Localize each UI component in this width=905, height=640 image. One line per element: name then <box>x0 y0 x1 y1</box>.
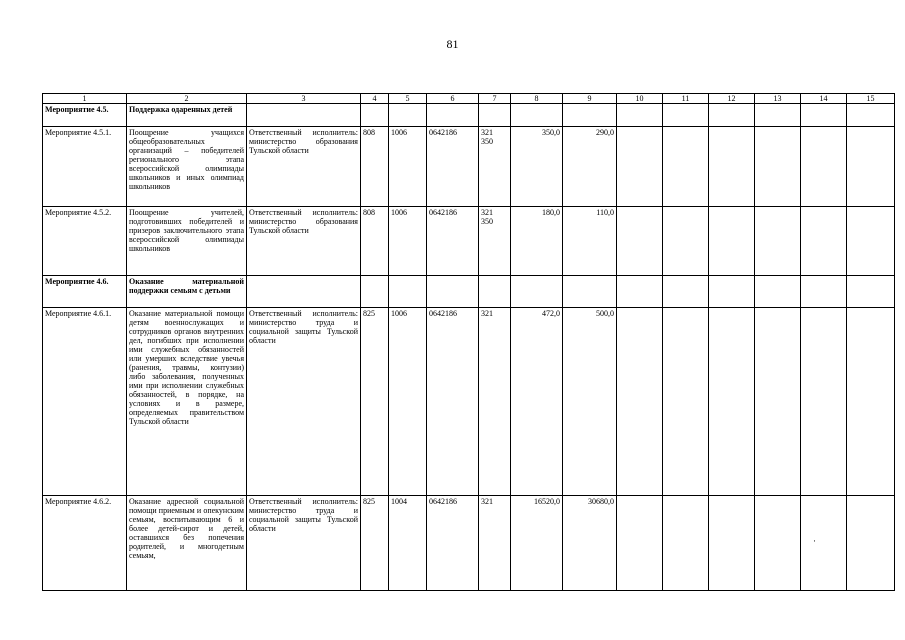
empty-cell <box>755 127 801 207</box>
expense-type-code: 321 350 <box>479 207 511 276</box>
empty-cell <box>663 276 709 308</box>
column-header: 2 <box>127 94 247 104</box>
activity-id: Мероприятие 4.5.2. <box>43 207 127 276</box>
amount-value: 472,0 <box>511 308 563 496</box>
empty-cell <box>511 104 563 127</box>
empty-cell <box>847 207 895 276</box>
column-header: 10 <box>617 94 663 104</box>
amount-value: 290,0 <box>563 127 617 207</box>
empty-cell <box>755 276 801 308</box>
column-header: 9 <box>563 94 617 104</box>
ministry-code: 825 <box>361 496 389 591</box>
scan-dot-mark: · <box>813 536 816 546</box>
target-article-code: 0642186 <box>427 207 479 276</box>
activity-id: Мероприятие 4.5.1. <box>43 127 127 207</box>
ministry-code: 808 <box>361 207 389 276</box>
amount-value: 350,0 <box>511 127 563 207</box>
empty-cell <box>755 308 801 496</box>
empty-cell <box>801 308 847 496</box>
empty-cell <box>755 496 801 591</box>
table-row <box>43 308 895 496</box>
column-header: 13 <box>755 94 801 104</box>
section-code: 1006 <box>389 127 427 207</box>
responsible-executor: Ответственный исполнитель: министерство образования Тульской области <box>247 127 361 207</box>
column-header: 11 <box>663 94 709 104</box>
empty-cell <box>663 207 709 276</box>
empty-cell <box>617 104 663 127</box>
activity-id: Мероприятие 4.5. <box>43 104 127 127</box>
empty-cell <box>709 104 755 127</box>
section-code: 1006 <box>389 207 427 276</box>
target-article-code: 0642186 <box>427 496 479 591</box>
empty-cell <box>247 104 361 127</box>
column-header: 7 <box>479 94 511 104</box>
activity-id: Мероприятие 4.6.2. <box>43 496 127 591</box>
column-header: 4 <box>361 94 389 104</box>
page-number: 81 <box>446 37 459 51</box>
empty-cell <box>247 276 361 308</box>
empty-cell <box>847 276 895 308</box>
empty-cell <box>563 276 617 308</box>
section-code: 1004 <box>389 496 427 591</box>
column-header: 5 <box>389 94 427 104</box>
target-article-code: 0642186 <box>427 127 479 207</box>
activity-name: Оказание адресной социальной помощи приемным и опекунским семьям, воспитывающим 6 и более детей-сирот и детей, оставшихся без попечения родителей, и многодетным семьям, <box>127 496 247 591</box>
column-header: 12 <box>709 94 755 104</box>
empty-cell <box>617 276 663 308</box>
empty-cell <box>755 104 801 127</box>
activity-name: Поощрение учащихся общеобразовательных организаций – победителей регионального этапа всероссийской олимпиады школьников и иных олимпиад школьников <box>127 127 247 207</box>
column-header: 15 <box>847 94 895 104</box>
empty-cell <box>847 104 895 127</box>
empty-cell <box>847 127 895 207</box>
target-article-code: 0642186 <box>427 308 479 496</box>
column-number-row <box>43 94 895 104</box>
activity-name: Оказание материальной помощи детям военнослужащих и сотрудников органов внутренних дел, погибших при исполнении ими служебных обязанностей или умерших вследствие увечья (ранения, травмы, контузии) либо заболевания, полученных ими при исполнении служебных обязанностей, в порядке, на условиях и в размере, определяемых правительством Тульской области <box>127 308 247 496</box>
empty-cell <box>389 276 427 308</box>
amount-value: 110,0 <box>563 207 617 276</box>
ministry-code: 808 <box>361 127 389 207</box>
activity-name: Поощрение учителей, подготовивших победителей и призеров заключительного этапа всероссийской олимпиады школьников <box>127 207 247 276</box>
responsible-executor: Ответственный исполнитель: министерство труда и социальной защиты Тульской области <box>247 496 361 591</box>
empty-cell <box>709 207 755 276</box>
empty-cell <box>709 127 755 207</box>
table-row <box>43 276 895 308</box>
empty-cell <box>361 104 389 127</box>
empty-cell <box>479 276 511 308</box>
section-code: 1006 <box>389 308 427 496</box>
empty-cell <box>479 104 511 127</box>
empty-cell <box>563 104 617 127</box>
empty-cell <box>617 496 663 591</box>
activity-name: Поддержка одаренных детей <box>127 104 247 127</box>
empty-cell <box>801 127 847 207</box>
table-row <box>43 127 895 207</box>
empty-cell <box>709 276 755 308</box>
empty-cell <box>801 496 847 591</box>
empty-cell <box>709 496 755 591</box>
empty-cell <box>847 308 895 496</box>
responsible-executor: Ответственный исполнитель: министерство труда и социальной защиты Тульской области <box>247 308 361 496</box>
empty-cell <box>511 276 563 308</box>
empty-cell <box>847 496 895 591</box>
empty-cell <box>663 308 709 496</box>
column-header: 14 <box>801 94 847 104</box>
amount-value: 500,0 <box>563 308 617 496</box>
expense-type-code: 321 <box>479 496 511 591</box>
empty-cell <box>709 308 755 496</box>
empty-cell <box>801 207 847 276</box>
table-row <box>43 207 895 276</box>
expense-type-code: 321 350 <box>479 127 511 207</box>
empty-cell <box>617 308 663 496</box>
activity-id: Мероприятие 4.6. <box>43 276 127 308</box>
empty-cell <box>663 104 709 127</box>
amount-value: 30680,0 <box>563 496 617 591</box>
empty-cell <box>801 104 847 127</box>
expense-type-code: 321 <box>479 308 511 496</box>
table-row <box>43 104 895 127</box>
empty-cell <box>617 207 663 276</box>
empty-cell <box>617 127 663 207</box>
empty-cell <box>663 496 709 591</box>
empty-cell <box>801 276 847 308</box>
responsible-executor: Ответственный исполнитель: министерство образования Тульской области <box>247 207 361 276</box>
empty-cell <box>427 276 479 308</box>
column-header: 3 <box>247 94 361 104</box>
activity-id: Мероприятие 4.6.1. <box>43 308 127 496</box>
column-header: 1 <box>43 94 127 104</box>
table-row <box>43 496 895 591</box>
empty-cell <box>427 104 479 127</box>
empty-cell <box>389 104 427 127</box>
amount-value: 180,0 <box>511 207 563 276</box>
empty-cell <box>755 207 801 276</box>
column-header: 6 <box>427 94 479 104</box>
ministry-code: 825 <box>361 308 389 496</box>
activities-table <box>42 93 895 591</box>
activity-name: Оказание материальной поддержки семьям с детьми <box>127 276 247 308</box>
amount-value: 16520,0 <box>511 496 563 591</box>
column-header: 8 <box>511 94 563 104</box>
empty-cell <box>361 276 389 308</box>
empty-cell <box>663 127 709 207</box>
